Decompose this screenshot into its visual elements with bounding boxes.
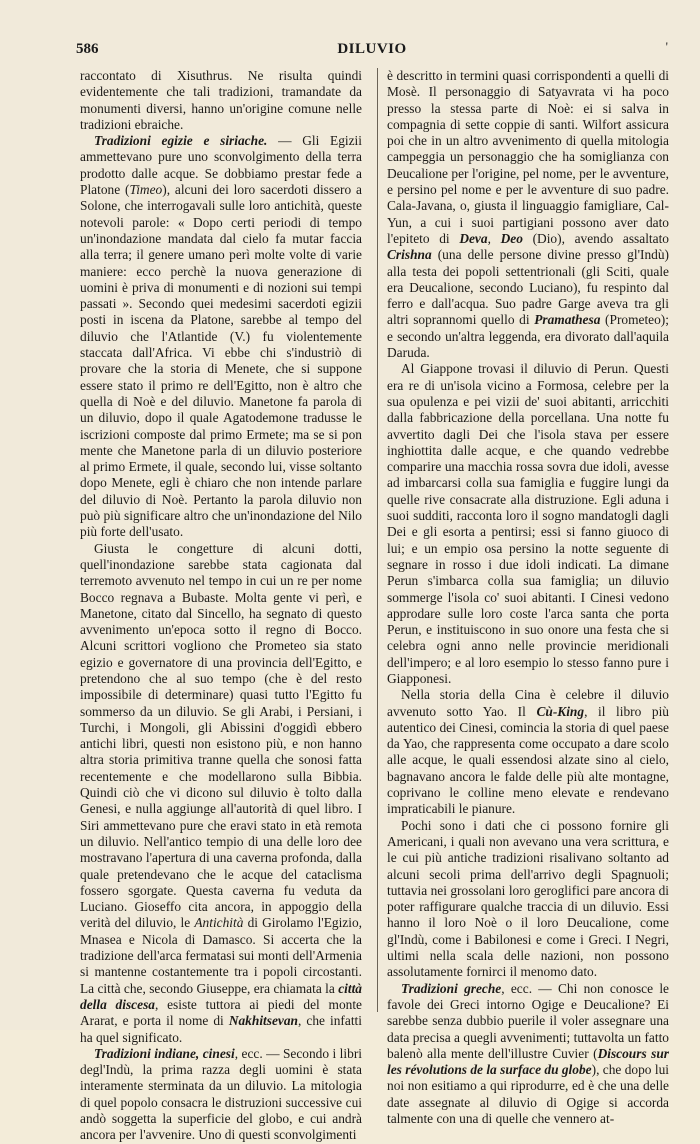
emphasis-text: Cù-King [536, 703, 585, 719]
emphasis-text: Discours sur les révolutions de la surface du globe [387, 1045, 669, 1078]
paragraph [80, 133, 362, 540]
text-run: Pochi sono i dati che ci possono fornire gli Americani, i quali non avevano una vera scrittura, e le cui più antiche tradizioni risalivano soltanto ad alcuni secoli prima dell'arrivo degli Spagnuoli; tuttavia nei grossolani loro geroglifici pare ancora di poter raffigurare qualche traccia di un diluvio. Essi hanno il loro Noè o il loro Deucalione, come gl'Indù, come i Babilonesi e come i Greci. I Negri, ultimi nella scala delle nazioni, non possono assolutamente fornirci il menomo dato. [387, 817, 669, 980]
text-run: (Dio), avendo assaltato [522, 230, 670, 246]
text-run: , esiste tuttora ai piedi del monte Ararat, e porta il nome di [80, 996, 363, 1029]
column-rule [377, 68, 378, 1012]
text-run: ), che dopo lui noi non esitiamo a qui riprodurre, ed è che una delle date assegnate al diluvio di Ogige si accorda talmente con una di quelle che vennero at- [387, 1062, 669, 1126]
text-run: , ecc. — Chi non conosce le favole dei Greci intorno Ogige e Deucalione? Ei sarebbe senza dubbio puerile il voler assegnare una data precisa a quegli avvenimenti; tuttavolta un fatto balenò alla mente dell'illustre Cuvier ( [387, 980, 669, 1061]
paragraph [80, 1046, 362, 1144]
text-run: (una delle persone divine presso gl'Indù) alla testa dei popoli settentrionali (gli Sciti, quale era Deucalione, secondo Luciano), fu respinto dal ferro e dall'acqua. Suo padre Garge aveva tra gli altri soprannomi quello di [387, 247, 669, 328]
paragraph [387, 818, 669, 981]
paragraph [387, 981, 669, 1128]
emphasis-text: città della discesa [80, 980, 362, 1012]
text-run: , ecc. — Secondo i libri degl'Indù, la prima razza degli uomini è stata interamente sterminata da un diluvio. La mitologia di quel popolo consacra le distruzioni successive cui andò soggetta la superficie del globo, e cui andrà ancora per l'avvenire. Uno di questi sconvolgimenti [80, 1045, 362, 1143]
text-run: raccontato di Xisuthrus. Ne risulta quindi evidentemente che tali tradizioni, tramandate da monumenti diversi, hanno un'origine comune nelle tradizioni ebraiche. [80, 68, 362, 132]
running-header [76, 41, 668, 63]
text-run: , che infatti ha quel significato. [80, 1013, 362, 1045]
paragraph [387, 687, 669, 817]
left-column [80, 68, 362, 1144]
text-run: (Prometeo); e secondo un'altra leggenda, era divorato dall'aquila Daruda. [387, 312, 669, 361]
text-run: , il libro più autentico dei Cinesi, comincia la storia di quel paese da Yao, che rappresenta come occupato a dare scolo alle acque, le quali essendosi alzate sino al cielo, bagnavano ancora le falde delle più alte montagne, coprivano le colline meno elevate e rendevano impraticabili le pianure. [387, 703, 670, 817]
text-run: Nella storia della Cina è celebre il diluvio avvenuto sotto Yao. Il [387, 687, 669, 719]
text-run: ), alcuni dei loro sacerdoti dissero a Solone, che interrogavali sulle loro antichità, queste notevoli parole: « Dopo certi periodi di tempo un'inondazione mandata dal cielo fa mutar faccia alla terra; il genere umano perì molte volte di varie maniere: ecco perchè la nuova generazione di uomini è priva di monumenti e di nozioni sui tempi passati ». Secondo quei medesimi sacerdoti egizii posti in iscena da Platone, sarebbe al tempo del diluvio che l'Atlantide (V.) fu violentemente staccata dall'Africa. Vi ebbe chi s'industriò di provare che la storia di Menete, che si suppone essere stato il primo re dell'Egitto, non è altro che quella di Noè e del diluvio. Manetone fa parola di un diluvio, dopo il quale Agatodemone tradusse le iscrizioni composte dal primo Ermete; ma se si pon mente che Manetone parla di un diluvio posteriore al primo Ermete, il quale, secondo lui, visse soltanto dopo Menete, egli è chiaro che non intende parlare del diluvio di Noè. Pertanto la parola diluvio non può più significare altro che un'inondazione del Nilo più forte dell'usato. [80, 182, 362, 540]
paragraph [80, 541, 362, 1046]
emphasis-text: Deva [459, 230, 488, 246]
text-run: è descritto in termini quasi corrispondenti a quelli di Mosè. Il personaggio di Satyavrata vi ha poco presso la stessa parte di Noè: ei si salva in compagnia di sette coppie di santi. Wilfort assicura poi che in un altro avvenimento di quella mitologia campeggia un personaggio che ha somiglianza con Deucalione per l'origine, pel nome, per le avventure, e persino pel nome e per le avventure di suo padre. Cala-Javana, o, giusta il linguaggio famigliare, Cal-Yun, a cui i suoi partigiani possono aver dato l'epiteto di [387, 68, 669, 246]
emphasis-text: Nakhitsevan [228, 1013, 299, 1029]
paragraph [387, 361, 669, 687]
emphasis-text: Tradizioni greche [401, 980, 502, 996]
paragraph [387, 68, 669, 361]
text-run: di Girolamo l'Egizio, Mnasea e Nicola di Damasco. Si accerta che la tradizione dell'arca fermatasi sui monti dell'Armenia si mantenne costantemente tra i popoli circostanti. La città che, secondo Giuseppe, era chiamata la [80, 915, 363, 996]
text-run: , [487, 230, 501, 246]
text-run: Al Giappone trovasi il diluvio di Perun. Questi era re di un'isola vicino a Formosa, celebre per la sua opulenza e pei vizii de' suoi abitanti, arricchiti dalla fabbricazione della porcellana. Una notte fu avvertito dagli Dei che l'isola stava per essere inghiottita dalle acque, e che quando vedrebbe comparire una macchia rossa sovra due idoli, avesse ad imbarcarsi colla sua famiglia e fuggire lungi da quelle rive consacrate alla distruzione. Egli aduna i suoi sudditi, racconta loro il sogno mandatogli dagli Dei e gli esorta a pentirsi; essi si fanno giuoco di lui; e un empio osa persino la notte seguente di segnare in rosso i due idoli indicati. La dimane Perun s'imbarca colla sua famiglia; un diluvio sommerge l'isola co' suoi abitanti. I Cinesi vedono approdare sulle loro coste l'arca santa che porta Perun, e instituiscono in suo onore una festa che si celebra ogni anno nelle provincie meridionali dell'impero; e al loro esempio lo stesso fanno pure i Giapponesi. [387, 361, 669, 686]
text-run: Giusta le congetture di alcuni dotti, quell'inondazione sarebbe stata cagionata dal terremoto avvenuto nel tempo in cui un re per nome Bocco regnava a Bubaste. Molta gente vi perì, e Manetone, citato dal Sincello, ha segnato di questo avvenimento un'epoca sotto il regno di Bocco. Alcuni scrittori vogliono che Prometeo sia stato egizio e governatore di una provincia dell'Egitto, e pretendono che al suo tempo (che è del resto impossibile di determinare) quasi tutto l'Egitto fu sommerso da un diluvio. Se gli Arabi, i Persiani, i Turchi, i Mongoli, gli Abissini d'oggidì ebbero antichi libri, questi non esistono più, e non hanno altra storia primitiva tranne quella che sonosi fatta recentemente e che modellarono sulla Bibbia. Quindi ciò che vi dicono sul diluvio è tolto dalla Genesi, e nulla aggiunge all'autorità di quel libro. I Siri ammettevano pure che eravi stato in età remota un diluvio. Nell'antico tempio di una delle loro dee mostravano l'apertura di una caverna profonda, dalla quale pretendevano che le acque del cataclisma fossero sgorgate. Questa caverna fu veduta da Luciano. Gioseffo cita ancora, in appoggio della verità del diluvio, le [80, 540, 362, 931]
emphasis-text: Crishna [387, 247, 432, 263]
right-column [387, 68, 669, 1127]
page-number: 586 [76, 41, 99, 57]
margin-mark: ' [665, 39, 668, 54]
emphasis-text: Deo [500, 230, 523, 246]
emphasis-text: Tradizioni egizie e siriache. [94, 133, 268, 149]
emphasis-text: Antichità [194, 915, 244, 931]
emphasis-text: Tradizioni indiane, cinesi [94, 1045, 235, 1061]
page-title: DILUVIO [337, 41, 407, 57]
text-run: — Gli Egizii ammettevano pure uno sconvolgimento della terra prodotto dalle acque. Se dobbiamo prestar fede a Platone ( [80, 133, 363, 198]
emphasis-text: Timeo [129, 182, 163, 198]
emphasis-text: Pramathesa [534, 312, 601, 328]
paragraph [80, 68, 362, 133]
